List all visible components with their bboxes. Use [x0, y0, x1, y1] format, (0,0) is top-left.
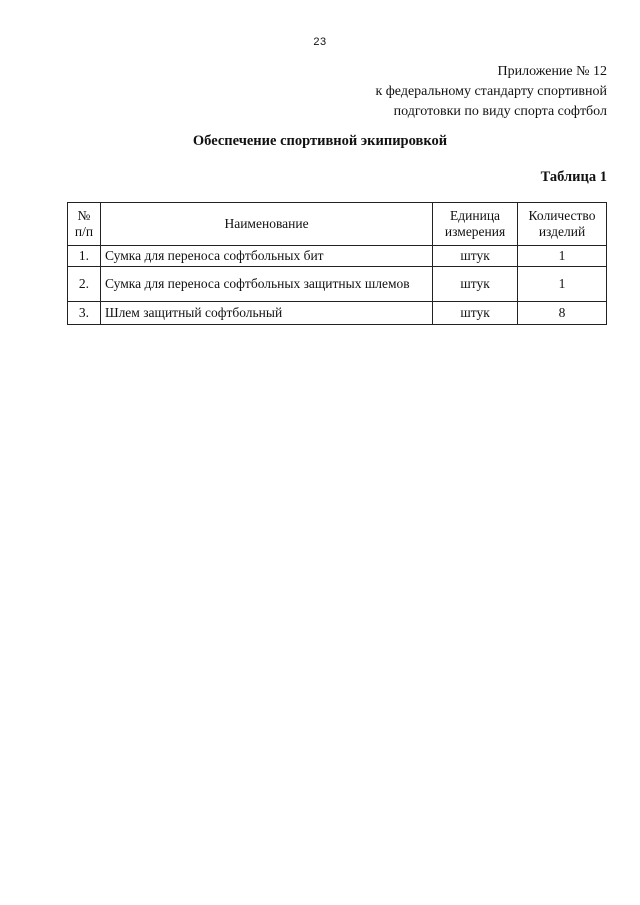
row-num: 1. — [68, 246, 101, 267]
row-num: 2. — [68, 267, 101, 302]
row-unit: штук — [433, 302, 518, 325]
row-qty: 8 — [518, 302, 607, 325]
row-unit: штук — [433, 267, 518, 302]
row-name: Сумка для переноса софтбольных бит — [100, 246, 432, 267]
row-qty: 1 — [518, 267, 607, 302]
table-header-row — [68, 203, 607, 246]
appendix-header — [375, 62, 607, 122]
row-name: Сумка для переноса софтбольных защитных шлемов — [100, 267, 432, 302]
appendix-line-1: Приложение № 12 — [497, 64, 607, 79]
table-row — [68, 246, 607, 267]
row-name: Шлем защитный софтбольный — [100, 302, 432, 325]
page-number: 23 — [313, 36, 327, 48]
appendix-line-3: подготовки по виду спорта софтбол — [393, 104, 607, 119]
header-num: № п/п — [68, 203, 101, 246]
equipment-table — [67, 202, 607, 325]
header-qty: Количество изделий — [518, 203, 607, 246]
table-row — [68, 302, 607, 325]
header-unit: Единица измерения — [433, 203, 518, 246]
table-label: Таблица 1 — [540, 169, 607, 185]
row-num: 3. — [68, 302, 101, 325]
header-name: Наименование — [100, 203, 432, 246]
row-qty: 1 — [518, 246, 607, 267]
document-title: Обеспечение спортивной экипировкой — [192, 133, 448, 149]
table-row — [68, 267, 607, 302]
appendix-line-2: к федеральному стандарту спортивной — [375, 84, 607, 99]
row-unit: штук — [433, 246, 518, 267]
